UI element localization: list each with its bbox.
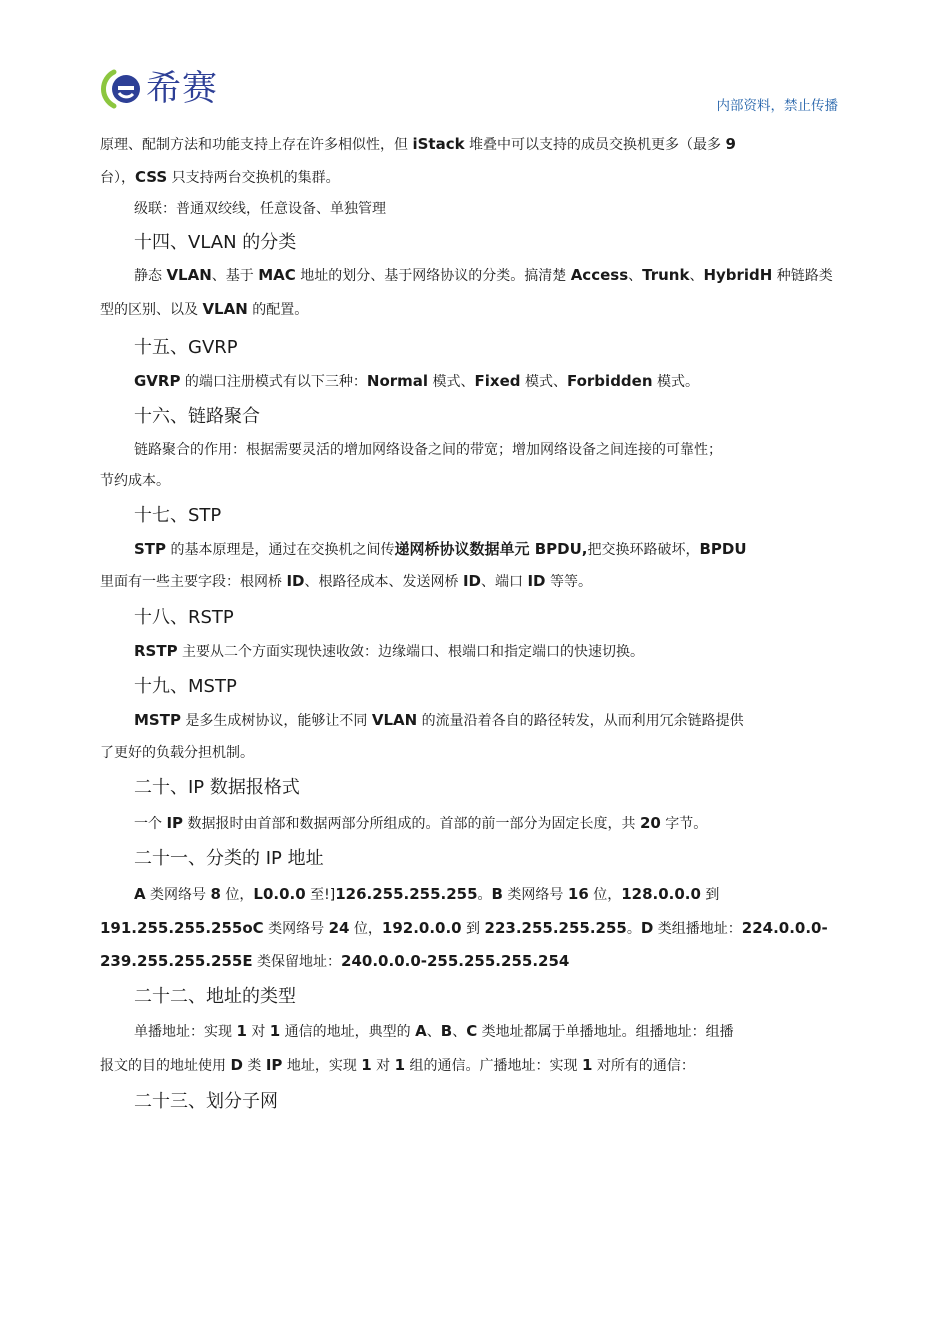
section-heading: 十八、RSTP [134, 607, 234, 628]
section-heading: 十五、GVRP [134, 337, 238, 358]
section-heading: 二十三、划分子网 [134, 1091, 278, 1112]
section-heading: 二十一、分类的 IP 地址 [134, 848, 324, 869]
text-line: 链路聚合的作用：根据需要灵活的增加网络设备之间的带宽；增加网络设备之间连接的可靠性； [134, 442, 722, 458]
text-line: GVRP 的端口注册模式有以下三种：Normal 模式、Fixed 模式、Forbidden 模式。 [134, 372, 699, 390]
section-heading: 十七、STP [134, 505, 222, 526]
section-heading: 二十二、地址的类型 [134, 986, 296, 1007]
page-header [100, 64, 840, 120]
section-heading: 十六、链路聚合 [134, 406, 260, 427]
logo [100, 66, 240, 112]
text-line: A 类网络号 8 位，L0.0.0 至!]126.255.255.255。B 类网络号 16 位，128.0.0.0 到 [134, 885, 720, 903]
text-line: 里面有一些主要字段：根网桥 ID、根路径成本、发送网桥 ID、端口 ID 等等。 [100, 572, 592, 590]
text-line: 型的区别、以及 VLAN 的配置。 [100, 300, 309, 318]
text-line: 239.255.255.255E 类保留地址：240.0.0.0-255.255.255.254 [100, 952, 570, 970]
section-heading: 十九、MSTP [134, 676, 237, 697]
text-line: 静态 VLAN、基于 MAC 地址的划分、基于网络协议的分类。搞清楚 Access、Trunk、HybridH 种链路类 [134, 266, 833, 284]
text-line: 一个 IP 数据报时由首部和数据两部分所组成的。首部的前一部分为固定长度，共 20 字节。 [134, 814, 708, 832]
text-line: 原理、配制方法和功能支持上存在许多相似性，但 iStack 堆叠中可以支持的成员交换机更多（最多 9 [100, 135, 736, 153]
text-line: 191.255.255.255oC 类网络号 24 位，192.0.0.0 到 223.255.255.255。D 类组播地址：224.0.0.0- [100, 919, 828, 937]
confidential-notice: 内部资料，禁止传播 [716, 98, 838, 114]
text-line: RSTP 主要从二个方面实现快速收敛：边缘端口、根端口和指定端口的快速切换。 [134, 642, 645, 660]
logo-e-icon [100, 66, 144, 112]
section-heading: 十四、VLAN 的分类 [134, 232, 297, 253]
text-line: 报文的目的地址使用 D 类 IP 地址，实现 1 对 1 组的通信。广播地址：实现 1 对所有的通信： [100, 1056, 695, 1074]
text-line: MSTP 是多生成树协议，能够让不同 VLAN 的流量沿着各自的路径转发，从而利用冗余链路提供 [134, 711, 744, 729]
text-line: 台），CSS 只支持两台交换机的集群。 [100, 168, 340, 186]
logo-text: 希赛 [146, 69, 219, 109]
section-heading: 二十、IP 数据报格式 [134, 777, 300, 798]
text-line: 了更好的负载分担机制。 [100, 745, 254, 761]
text-line: 级联：普通双绞线，任意设备、单独管理 [134, 201, 386, 217]
text-line: 单播地址：实现 1 对 1 通信的地址，典型的 A、B、C 类地址都属于单播地址。组播地址：组播 [134, 1022, 734, 1040]
text-line: STP 的基本原理是，通过在交换机之间传递网桥协议数据单元 BPDU,把交换环路破坏，BPDU [134, 540, 747, 558]
text-line: 节约成本。 [100, 473, 170, 489]
